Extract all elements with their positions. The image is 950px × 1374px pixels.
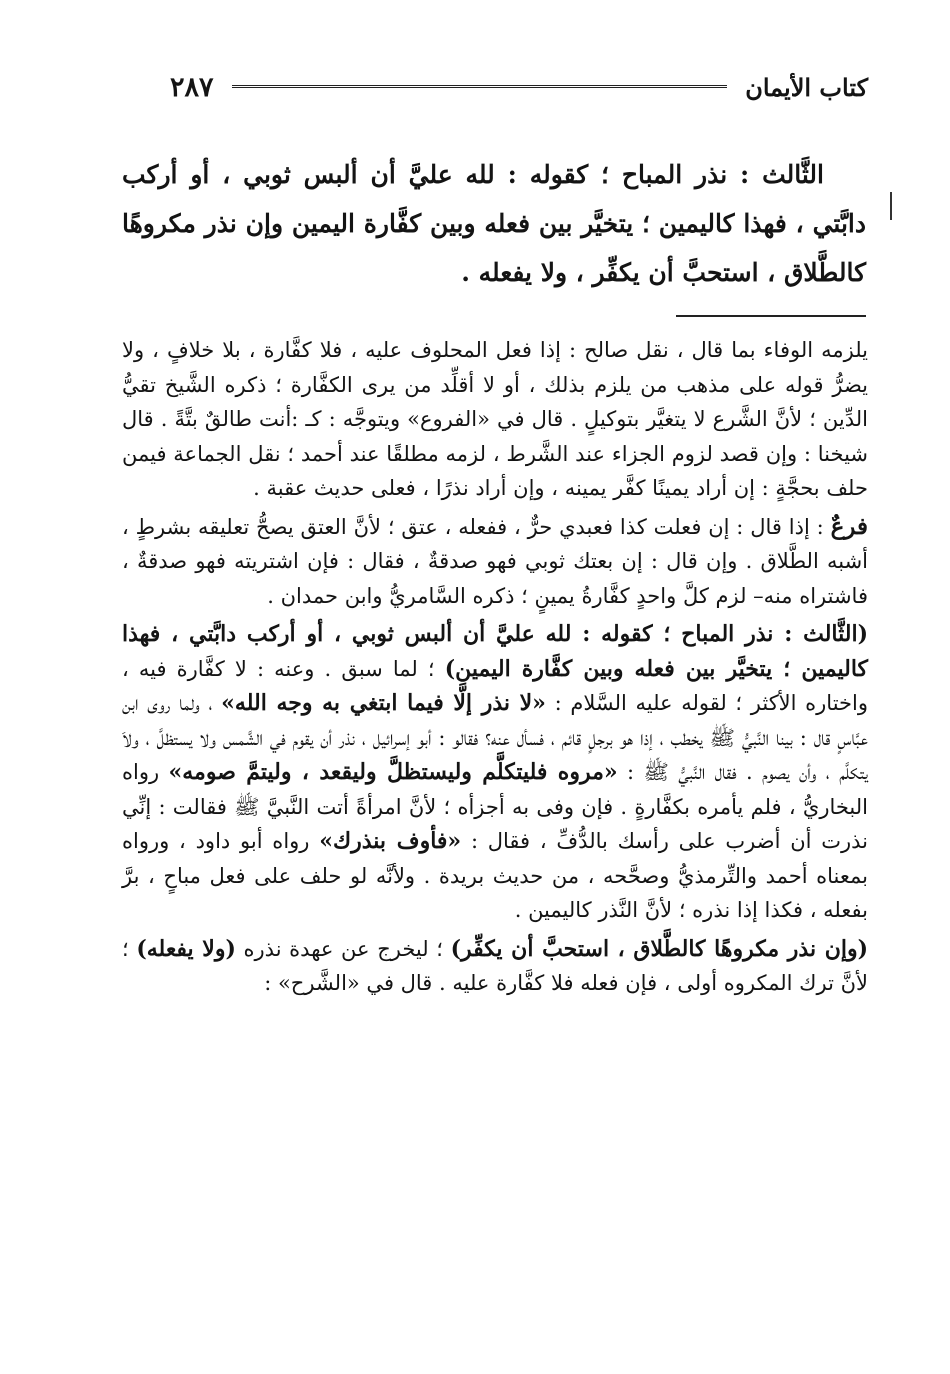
commentary-paragraph-2 (122, 510, 868, 614)
matn-quote: (ولا يفعله) (136, 935, 236, 962)
hadith-quote: «مروه فليتكلَّم وليستظلَّ وليقعد ، وليتمَّ صومه» (168, 759, 618, 785)
margin-mark (890, 192, 892, 220)
commentary-text: رواه أبو داود ، ورواه بمعناه أحمد والتِّرمذيُّ وصحَّحه ، من حديث بريدة . ولأنَّه لو حلف على فعل مباحٍ ، برَّ بفعله ، فكذا إذا نذره ؛ لأنَّ النَّذر كاليمين . (122, 829, 868, 922)
chapter-title: كتاب الأيمان (745, 72, 868, 102)
footnote-divider (676, 315, 866, 317)
commentary-text: ؛ لأنَّ ترك المكروه أولى ، فإن فعله فلا كفَّارة عليه . قال في «الشَّرح» : (122, 936, 868, 995)
page-header (170, 62, 868, 112)
header-rule (232, 85, 728, 89)
page-number: ٢٨٧ (170, 71, 214, 103)
commentary-text: يلزمه الوفاء بما قال ، نقل صالح : إذا فعل المحلوف عليه ، فلا كفَّارة ، بلا خلافٍ ، ولا يضرُّ قوله على مذهب من يلزم بذلك ، أو لا أقلِّد من يرى الكفَّارة ؛ ذكره الشَّيخ تقيُّ الدِّين ؛ لأنَّ الشَّرع لا يتغيَّر بتوكيلٍ . قال في «الفروع» ويتوجَّه : كـ :أنت طالقٌ بتَّةً . قال شيخنا : وإن قصد لزوم الجزاء عند الشَّرط ، لزمه مطلقًا عند أحمد ؛ نقل الجماعة فيمن حلف بحجَّةٍ : إن أراد يمينًا كفَّر يمينه ، وإن أراد نذرًا ، فعلى حديث عقبة . (122, 338, 868, 500)
hadith-quote: «لا نذر إلَّا فيما ابتغي به وجه الله» (221, 690, 546, 716)
commentary-text: : إذا قال : إن فعلت كذا فعبدي حرٌّ ، ففعله ، عتق ؛ لأنَّ العتق يصحُّ تعليقه بشرطٍ ، أشبه الطَّلاق . وإن قال : إن بعتك ثوبي فهو صدقةٌ ، فقال : فإن اشتريته فهو صدقةٌ ، فاشتراه منه– لزم كلَّ واحدٍ كفَّارةُ يمينٍ ؛ ذكره السَّامريُّ وابن حمدان . (122, 514, 868, 608)
commentary-text: ؛ ليخرج عن عهدة نذره (235, 936, 451, 961)
hadith-quote: «فأوف بنذرك» (319, 828, 462, 854)
commentary-text: ؛ لما سبق . وعنه : لا كفَّارة فيه ، واختاره الأكثر ؛ لقوله عليه السَّلام : (122, 656, 868, 715)
commentary-paragraph-3 (122, 617, 868, 928)
matn-quote: (الثَّالث : نذر المباح ؛ كقوله : لله عليَّ أن ألبس ثوبي ، أو أركب دابَّتي ، فهذا كاليمين ؛ يتخيَّر بين فعله وبين كفَّارة اليمين) (122, 621, 868, 682)
matn-body: الثَّالث : نذر المباح ؛ كقوله : لله عليَّ أن ألبس ثوبي ، أو أركب دابَّتي ، فهذا كاليمين ؛ يتخيَّر بين فعله وبين كفَّارة اليمين وإن نذر مكروهًا كالطَّلاق ، استحبَّ أن يكفِّر ، ولا يفعله . (122, 160, 866, 287)
commentary-paragraph-4 (122, 932, 868, 1001)
matn-quote: (وإن نذر مكروهًا كالطَّلاق ، استحبَّ أن يكفِّر) (450, 935, 868, 962)
commentary-text: رواه البخاريُّ ، فلم يأمره بكفَّارةٍ . فإن وفى به أجزأه ؛ لأنَّ امرأةً أتت النَّبيَّ ﷺ فقالت : إنِّي نذرت أن أضرب على رأسك بالدُّفِّ ، فقال : (122, 760, 868, 853)
commentary-text: ، ولما روى ابن عبَّاسٍ قال : بينا النَّبيُّ ﷺ يخطب ، إذا هو برجلٍ قائم ، فسأل عنه؟ فقالو : أبو إسرائيل ، نذر أن يقوم في الشَّمس ولا يستظلَّ ، ولاَ يتكلَّم ، وأن يصوم . فقال النَّبيُّ ﷺ : (122, 691, 869, 784)
commentary (122, 333, 868, 1001)
commentary-paragraph-1 (122, 333, 868, 506)
far-heading: فرعٌ (830, 512, 868, 540)
matn-text (122, 150, 866, 297)
